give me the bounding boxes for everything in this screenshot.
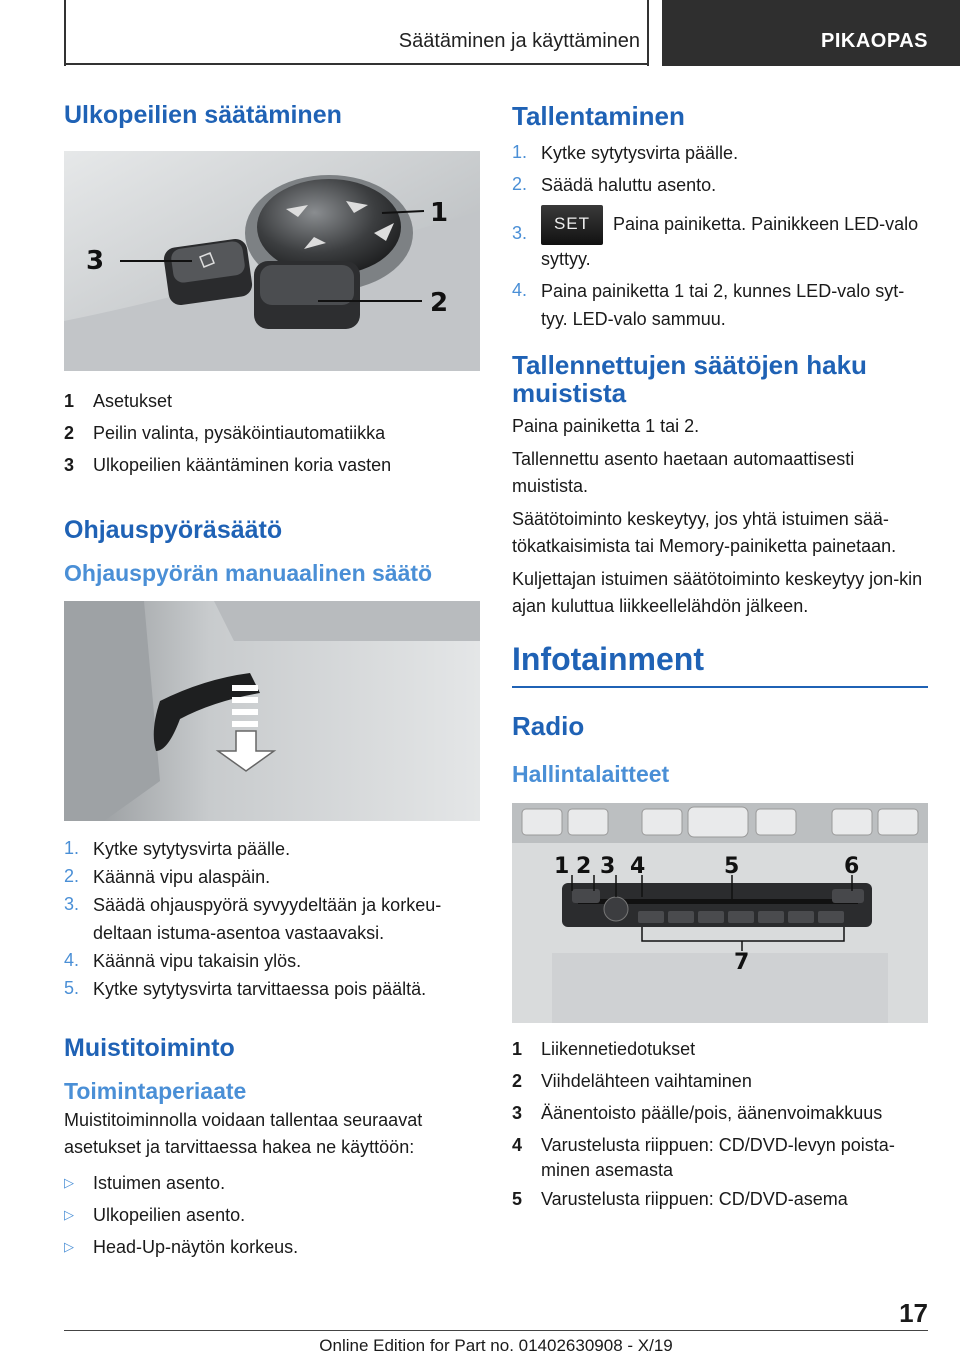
legend-item: 5 Varustelusta riippuen: CD/DVD-asema	[512, 1189, 848, 1210]
page-number: 17	[899, 1298, 928, 1328]
radio-callout-1: 1	[554, 854, 570, 880]
saving-section-title: Tallentaminen	[512, 101, 685, 131]
mirror-callout-3: 3	[86, 246, 105, 277]
mirror-callout-2: 2	[430, 288, 449, 319]
memory-bullet: ▷ Istuimen asento.	[64, 1167, 480, 1199]
recall-paragraph: Kuljettajan istuimen säätötoiminto keskeytyy jon-kin ajan kuluttua liikkeellelähdön jälkeen.	[512, 568, 923, 616]
steering-section-title: Ohjauspyöräsäätö	[64, 516, 283, 545]
steering-step: 1. Kytke sytytysvirta päälle.	[64, 838, 291, 860]
steering-subtitle: Ohjauspyörän manuaalinen säätö	[64, 559, 433, 586]
triangle-right-outline-icon: ▷	[64, 1207, 74, 1223]
radio-controls-illustration	[512, 803, 928, 1023]
saving-step: 1. Kytke sytytysvirta päälle.	[512, 141, 739, 163]
saving-step: 2. Säädä haluttu asento.	[512, 173, 717, 195]
legend-item: 1 Liikennetiedotukset	[512, 1039, 696, 1060]
radio-title: Radio	[512, 710, 585, 741]
radio-callout-5: 5	[724, 854, 740, 880]
radio-controls-figure	[512, 803, 928, 1023]
header-tab[interactable]	[662, 0, 960, 66]
legend-item: 3 Ulkopeilien kääntäminen koria vasten	[64, 455, 392, 476]
infotainment-title: Infotainment	[512, 640, 928, 688]
legend-item: 1 Asetukset	[64, 391, 173, 412]
memory-bullet: ▷ Ulkopeilien asento.	[64, 1199, 480, 1231]
legend-item: 2 Viihdelähteen vaihtaminen	[512, 1071, 752, 1092]
triangle-right-outline-icon: ▷	[64, 1239, 74, 1255]
right-column	[512, 100, 928, 1215]
header-tab-label: PIKAOPAS	[821, 30, 928, 52]
legend-item: 4 Varustelusta riippuen: CD/DVD-levyn poista-minen asemasta	[512, 1135, 895, 1181]
set-button-icon: SET	[541, 205, 603, 245]
steering-step: 4. Käännä vipu takaisin ylös.	[64, 950, 302, 972]
recall-section-title: Tallennettujen säätöjen haku muistista	[512, 349, 867, 408]
legend-item: 3 Äänentoisto päälle/pois, äänenvoimakkuus	[512, 1103, 883, 1124]
mirror-callout-1: 1	[430, 198, 449, 229]
mirror-controls-figure	[64, 151, 480, 371]
header-section-title: Säätäminen ja käyttäminen	[398, 30, 640, 52]
radio-callout-2: 2	[576, 854, 592, 880]
memory-subtitle: Toimintaperiaate	[64, 1077, 247, 1104]
memory-section-title: Muistitoiminto	[64, 1034, 235, 1063]
triangle-right-outline-icon: ▷	[64, 1175, 74, 1191]
steering-step: 5. Kytke sytytysvirta tarvittaessa pois päältä.	[64, 978, 427, 1000]
recall-paragraph: Säätötoiminto keskeytyy, jos yhtä istuimen sää-tökatkaisimista tai Memory-painiketta painetaan.	[512, 508, 897, 556]
memory-intro: Muistitoiminnolla voidaan tallentaa seuraavat asetukset ja tarvittaessa hakea ne käyttöön:	[64, 1110, 423, 1158]
left-column	[64, 100, 480, 1263]
steering-step: 3. Säädä ohjauspyörä syvyydeltään ja korkeu-deltaan istuma-asentoa vastaavaksi.	[64, 894, 442, 944]
header-rule-bottom	[64, 63, 648, 65]
steering-step: 2. Käännä vipu alaspäin.	[64, 866, 271, 888]
controls-title: Hallintalaitteet	[512, 761, 670, 788]
saving-step: 4. Paina painiketta 1 tai 2, kunnes LED-valo syt-tyy. LED-valo sammuu.	[512, 279, 905, 329]
footer-edition: Online Edition for Part no. 01402630908 - X/19	[319, 1336, 673, 1355]
header-rule-mid	[647, 0, 649, 66]
mirror-controls-illustration	[64, 151, 480, 371]
recall-paragraph: Tallennettu asento haetaan automaattisesti muistista.	[512, 448, 855, 496]
radio-callout-7: 7	[734, 950, 750, 976]
radio-callout-6: 6	[844, 854, 860, 880]
radio-callout-3: 3	[600, 854, 616, 880]
legend-item: 2 Peilin valinta, pysäköintiautomatiikka	[64, 423, 386, 444]
saving-step: 3. SET Paina painiketta. Painikkeen LED-valo syttyy.	[512, 205, 928, 273]
footer-rule	[64, 1330, 928, 1331]
recall-paragraph: Paina painiketta 1 tai 2.	[512, 415, 700, 436]
steering-lever-illustration	[64, 601, 480, 821]
radio-callout-4: 4	[630, 854, 646, 880]
steering-lever-figure	[64, 601, 480, 821]
memory-bullet: ▷ Head-Up-näytön korkeus.	[64, 1231, 480, 1263]
header-rule-left	[64, 0, 66, 66]
mirror-section-title: Ulkopeilien säätäminen	[64, 101, 342, 129]
